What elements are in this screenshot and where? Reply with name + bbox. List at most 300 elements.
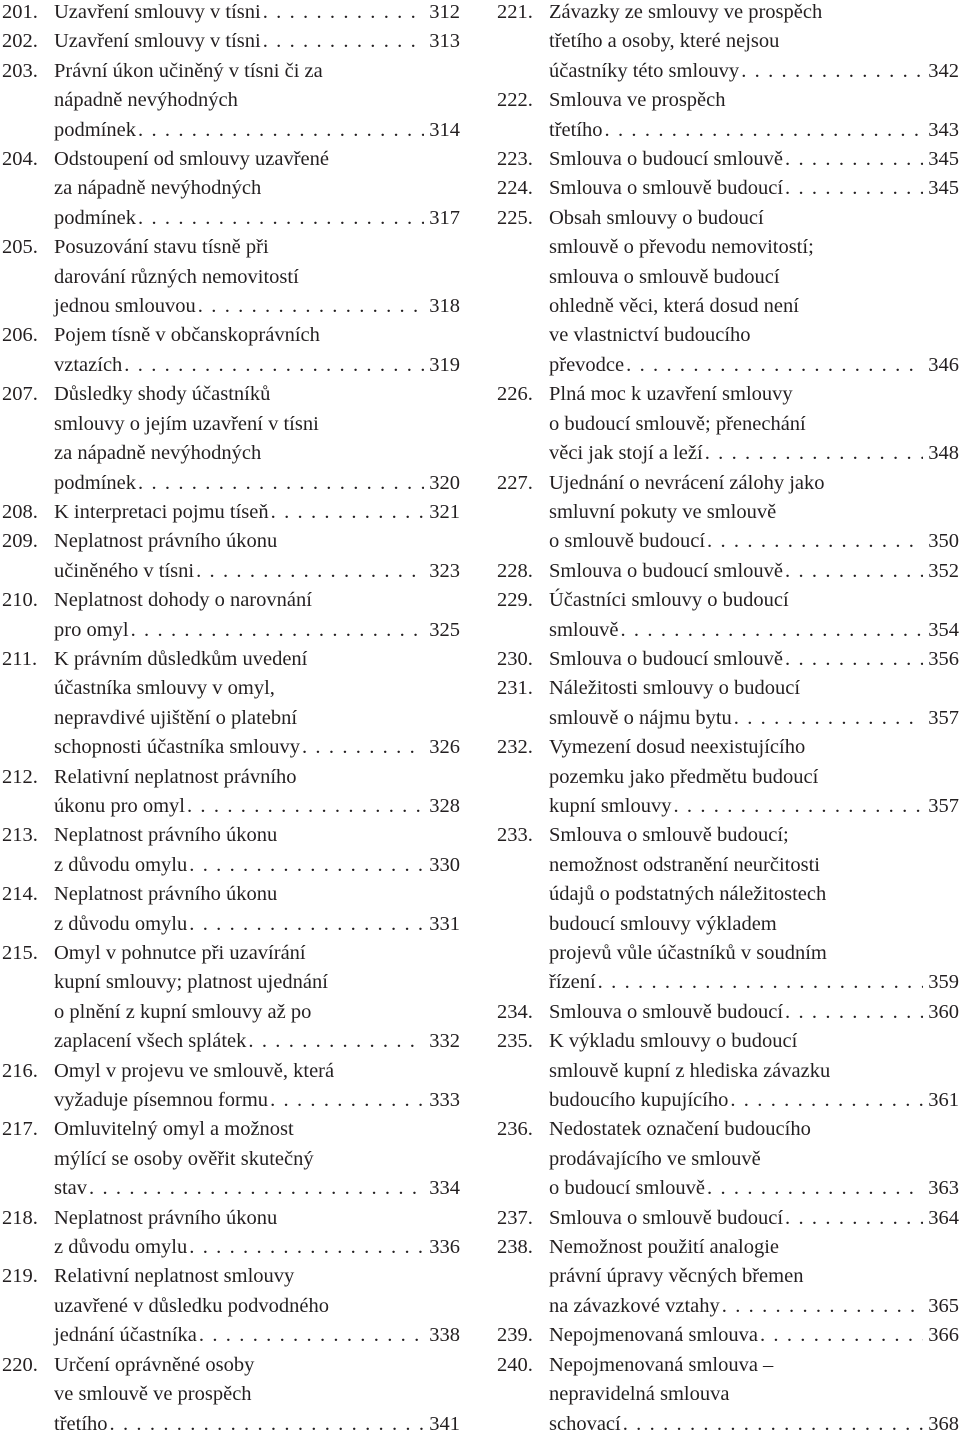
toc-entry-last-line	[54, 204, 460, 233]
toc-entry-number: 221.	[497, 1, 533, 23]
toc-entry	[2, 586, 460, 645]
toc-entry	[497, 0, 959, 86]
toc-entry-title-line: kupní smlouvy; platnost ujednání	[54, 971, 328, 994]
toc-entry-number: 204.	[2, 148, 38, 171]
toc-entry-title-line: smlouva o smlouvě budoucí	[549, 265, 780, 288]
toc-entry-title-line: Právní úkon učiněný v tísni či za	[54, 59, 323, 82]
toc-page-number: 325	[429, 618, 460, 641]
toc-entry	[2, 27, 460, 56]
toc-entry	[497, 204, 959, 380]
toc-entry-title-line: Plná moc k uzavření smlouvy	[549, 383, 793, 406]
toc-entry-number: 232.	[497, 736, 533, 759]
toc-entry-number: 228.	[497, 559, 533, 582]
dot-leader	[89, 1174, 424, 1203]
toc-page-number: 346	[928, 353, 959, 376]
toc-entry-title-line: Nedostatek označení budoucího	[549, 1118, 811, 1141]
toc-entry-title-line: Nepojmenovaná smlouva –	[549, 1353, 774, 1376]
toc-entry-number: 231.	[497, 677, 533, 700]
toc-page-number: 318	[429, 295, 460, 318]
toc-entry-number: 229.	[497, 589, 533, 612]
toc-entry	[2, 1351, 460, 1439]
toc-column-left	[2, 0, 460, 1439]
toc-entry-number: 220.	[2, 1353, 38, 1376]
toc-entry-title-line: právní úpravy věcných břemen	[549, 1265, 804, 1288]
dot-leader	[198, 292, 424, 321]
toc-entry	[2, 1115, 460, 1203]
toc-entry-title-line: podmínek	[54, 118, 136, 141]
toc-entry-title-line: mýlící se osoby ověřit skutečný	[54, 1147, 314, 1170]
toc-entry-number: 224.	[497, 177, 533, 200]
toc-entry-title-line: Smlouva o budoucí smlouvě	[549, 148, 784, 171]
toc-page-number: 320	[429, 471, 460, 494]
toc-entry-last-line	[54, 116, 460, 145]
toc-entry-title-line: podmínek	[54, 471, 136, 494]
toc-entry-title-line: třetího	[54, 1412, 108, 1435]
toc-entry-title-line: o plnění z kupní smlouvy až po	[54, 1000, 312, 1023]
toc-entry-title-line: o budoucí smlouvě; přenechání	[549, 412, 806, 435]
toc-entry	[2, 821, 460, 880]
toc-page-number: 363	[928, 1177, 959, 1200]
toc-entry-last-line	[549, 1204, 959, 1233]
toc-entry	[497, 674, 959, 733]
toc-entry-number: 213.	[2, 824, 38, 847]
toc-entry-number: 206.	[2, 324, 38, 347]
toc-entry-last-line	[549, 527, 959, 556]
toc-entry-last-line	[54, 351, 460, 380]
toc-entry-last-line	[54, 851, 460, 880]
dot-leader	[707, 527, 923, 556]
dot-leader	[785, 645, 923, 674]
toc-entry-title-line: Pojem tísně v občanskoprávních	[54, 324, 320, 347]
dot-leader	[248, 1027, 424, 1056]
toc-entry-title-line: vztazích	[54, 353, 123, 376]
toc-entry-title-line: Neplatnost dohody o narovnání	[54, 589, 312, 612]
toc-entry-title-line: Omyl v projevu ve smlouvě, která	[54, 1059, 335, 1082]
toc-entry-title-line: Určení oprávněné osoby	[54, 1353, 255, 1376]
toc-page-number: 319	[429, 353, 460, 376]
dot-leader	[124, 351, 424, 380]
toc-entry-title-line: budoucí smlouvy výkladem	[549, 912, 777, 935]
toc-entry-title-line: pozemku jako předmětu budoucí	[549, 765, 819, 788]
toc-page-number: 326	[429, 736, 460, 759]
toc-entry-title-line: nemožnost odstranění neurčitosti	[549, 853, 820, 876]
toc-entry-title-line: z důvodu omylu	[54, 912, 188, 935]
toc-entry-last-line	[549, 145, 959, 174]
toc-entry-title-line: účastníka smlouvy v omyl,	[54, 677, 275, 700]
dot-leader	[271, 498, 424, 527]
toc-page-number: 336	[429, 1236, 460, 1259]
toc-entry-number: 230.	[497, 647, 533, 670]
toc-entry-title-line: schovací	[549, 1412, 621, 1435]
dot-leader	[189, 1233, 424, 1262]
toc-entry-last-line	[54, 1027, 460, 1056]
toc-entry-number: 225.	[497, 206, 533, 229]
toc-entry-title-line: nápadně nevýhodných	[54, 89, 238, 112]
toc-entry	[497, 821, 959, 997]
toc-entry	[497, 998, 959, 1027]
toc-entry	[497, 645, 959, 674]
toc-entry-title-line: Relativní neplatnost smlouvy	[54, 1265, 295, 1288]
toc-entry-title-line: K výkladu smlouvy o budoucí	[549, 1030, 798, 1053]
dot-leader	[189, 851, 424, 880]
toc-entry	[497, 1115, 959, 1203]
toc-entry-title-line: darování různých nemovitostí	[54, 265, 299, 288]
toc-entry-last-line	[54, 292, 460, 321]
toc-entry	[2, 380, 460, 498]
toc-entry-number: 234.	[497, 1000, 533, 1023]
toc-entry	[497, 380, 959, 468]
toc-entry-title-line: pro omyl	[54, 618, 129, 641]
toc-entry	[2, 880, 460, 939]
toc-entry-number: 239.	[497, 1324, 533, 1347]
toc-entry-number: 237.	[497, 1206, 533, 1229]
dot-leader	[199, 1321, 424, 1350]
toc-entry-title-line: vyžaduje písemnou formu	[54, 1089, 269, 1112]
toc-entry-title-line: stav	[54, 1177, 88, 1200]
toc-entry	[2, 939, 460, 1057]
dot-leader	[623, 1410, 923, 1439]
toc-entry-last-line	[549, 57, 959, 86]
toc-page-number: 357	[928, 706, 959, 729]
toc-entry-title-line: Smlouva o smlouvě budoucí	[549, 1000, 784, 1023]
toc-entry-number: 209.	[2, 530, 38, 553]
toc-entry-title-line: jednání účastníka	[54, 1324, 197, 1347]
toc-entry-title-line: účastníky této smlouvy	[549, 59, 740, 82]
toc-entry-title-line: smluvní pokuty ve smlouvě	[549, 500, 777, 523]
toc-page-number: 331	[429, 912, 460, 935]
toc-entry-last-line	[54, 910, 460, 939]
toc-entry	[497, 469, 959, 557]
toc-entry-number: 212.	[2, 765, 38, 788]
dot-leader	[785, 998, 923, 1027]
toc-entry-number: 233.	[497, 824, 533, 847]
dot-leader	[605, 116, 923, 145]
toc-entry-last-line	[54, 1086, 460, 1115]
toc-entry-last-line	[54, 498, 460, 527]
dot-leader	[785, 174, 923, 203]
dot-leader	[734, 704, 923, 733]
toc-entry-title-line: Vymezení dosud neexistujícího	[549, 736, 806, 759]
toc-entry	[497, 1027, 959, 1115]
toc-page-number: 359	[928, 971, 959, 994]
toc-entry-last-line	[549, 174, 959, 203]
toc-page-number: 321	[429, 500, 460, 523]
toc-entry-title-line: o smlouvě budoucí	[549, 530, 706, 553]
toc-page-number: 333	[429, 1089, 460, 1112]
dot-leader	[598, 968, 923, 997]
toc-entry-title-line: z důvodu omylu	[54, 853, 188, 876]
toc-entry-last-line	[54, 469, 460, 498]
toc-entry-last-line	[549, 998, 959, 1027]
toc-page-number: 350	[928, 530, 959, 553]
toc-page-number: 342	[928, 59, 959, 82]
toc-entry-number: 214.	[2, 883, 38, 906]
toc-entry-last-line	[54, 616, 460, 645]
toc-entry-number: 218.	[2, 1206, 38, 1229]
toc-entry-last-line	[549, 1292, 959, 1321]
toc-entry-title-line: smlouvě	[549, 618, 619, 641]
toc-entry-number: 236.	[497, 1118, 533, 1141]
toc-entry-last-line	[54, 1233, 460, 1262]
toc-entry	[497, 557, 959, 586]
toc-page-number: 312	[429, 1, 460, 23]
dot-leader	[189, 910, 424, 939]
toc-entry-last-line	[54, 1174, 460, 1203]
toc-entry-last-line	[549, 116, 959, 145]
toc-page-number: 345	[928, 148, 959, 171]
toc-entry-title-line: projevů vůle účastníků v soudním	[549, 942, 827, 964]
toc-entry-number: 210.	[2, 589, 38, 612]
dot-leader	[131, 616, 424, 645]
dot-leader	[263, 27, 424, 56]
toc-entry-number: 201.	[2, 1, 38, 23]
toc-entry-title-line: Posuzování stavu tísně při	[54, 236, 269, 259]
toc-entry-title-line: na závazkové vztahy	[549, 1294, 720, 1317]
toc-entry	[497, 733, 959, 821]
toc-page-number: 341	[429, 1412, 460, 1435]
toc-entry-title-line: uzavřené v důsledku podvodného	[54, 1294, 329, 1317]
toc-page-number: 313	[429, 30, 460, 53]
toc-entry-title-line: úkonu pro omyl	[54, 794, 185, 817]
dot-leader	[785, 1204, 923, 1233]
toc-entry-title-line: Ujednání o nevrácení zálohy jako	[549, 471, 825, 494]
toc-entry-last-line	[549, 1321, 959, 1350]
toc-entry-title-line: nepravdivé ujištění o platební	[54, 706, 298, 729]
dot-leader	[302, 733, 424, 762]
toc-entry-title-line: prodávajícího ve smlouvě	[549, 1147, 761, 1170]
toc-page-number: 354	[928, 618, 959, 641]
dot-leader	[138, 116, 424, 145]
toc-entry	[2, 498, 460, 527]
toc-entry-title-line: Náležitosti smlouvy o budoucí	[549, 677, 801, 700]
dot-leader	[705, 439, 923, 468]
toc-entry	[497, 1321, 959, 1350]
toc-entry-number: 222.	[497, 89, 533, 112]
toc-entry-number: 240.	[497, 1353, 533, 1376]
toc-entry-title-line: nepravidelná smlouva	[549, 1383, 730, 1406]
toc-entry-title-line: smlouvě o převodu nemovitostí;	[549, 236, 814, 259]
toc-entry-title-line: smlouvě kupní z hlediska závazku	[549, 1059, 831, 1082]
dot-leader	[620, 616, 923, 645]
toc-entry-title-line: Uzavření smlouvy v tísni	[54, 30, 261, 53]
dot-leader	[196, 557, 424, 586]
toc-page-number: 356	[928, 647, 959, 670]
toc-entry-title-line: o budoucí smlouvě	[549, 1177, 706, 1200]
toc-entry	[497, 174, 959, 203]
toc-entry-number: 208.	[2, 500, 38, 523]
toc-entry	[2, 57, 460, 145]
toc-entry-title-line: Smlouva o budoucí smlouvě	[549, 647, 784, 670]
toc-entry-last-line	[54, 733, 460, 762]
toc-entry-title-line: K právním důsledkům uvedení	[54, 647, 308, 670]
dot-leader	[730, 1086, 923, 1115]
toc-entry-last-line	[54, 27, 460, 56]
dot-leader	[626, 351, 923, 380]
toc-entry-number: 202.	[2, 30, 38, 53]
toc-entry-number: 211.	[2, 647, 38, 670]
dot-leader	[760, 1321, 923, 1350]
toc-entry-title-line: Neplatnost právního úkonu	[54, 883, 278, 906]
toc-entry-title-line: Neplatnost právního úkonu	[54, 530, 278, 553]
toc-entry	[2, 527, 460, 586]
toc-entry	[497, 1351, 959, 1439]
toc-entry	[2, 321, 460, 380]
toc-entry-title-line: ohledně věci, která dosud není	[549, 295, 799, 318]
toc-page-number: 357	[928, 794, 959, 817]
toc-entry-last-line	[549, 557, 959, 586]
toc-entry	[2, 763, 460, 822]
toc-entry-last-line	[549, 792, 959, 821]
toc-column-right	[497, 0, 959, 1439]
toc-entry-title-line: Neplatnost právního úkonu	[54, 1206, 278, 1229]
toc-entry-title-line: Smlouva o smlouvě budoucí	[549, 1206, 784, 1229]
toc-page-number: 328	[429, 794, 460, 817]
toc-entry-title-line: věci jak stojí a leží	[549, 442, 703, 465]
toc-entry-number: 205.	[2, 236, 38, 259]
toc-entry	[2, 1262, 460, 1350]
toc-entry	[497, 86, 959, 145]
toc-entry-title-line: Omluvitelný omyl a možnost	[54, 1118, 294, 1141]
toc-entry-number: 215.	[2, 942, 38, 964]
toc-entry-last-line	[549, 439, 959, 468]
toc-entry-title-line: Účastníci smlouvy o budoucí	[549, 589, 789, 612]
toc-entry-title-line: K interpretaci pojmu tíseň	[54, 500, 269, 523]
toc-page-number: 352	[928, 559, 959, 582]
toc-entry-title-line: Závazky ze smlouvy ve prospěch	[549, 1, 823, 23]
toc-entry-title-line: řízení	[549, 971, 596, 994]
toc-entry-title-line: třetího a osoby, které nejsou	[549, 30, 780, 53]
toc-entry-number: 235.	[497, 1030, 533, 1053]
dot-leader	[707, 1174, 923, 1203]
toc-entry	[2, 233, 460, 321]
toc-entry-title-line: smlouvě o nájmu bytu	[549, 706, 732, 729]
dot-leader	[673, 792, 923, 821]
toc-entry-title-line: kupní smlouvy	[549, 794, 672, 817]
toc-page-number: 348	[928, 442, 959, 465]
toc-entry-number: 217.	[2, 1118, 38, 1141]
toc-entry	[497, 1233, 959, 1321]
toc-entry-last-line	[549, 704, 959, 733]
toc-entry-last-line	[54, 1321, 460, 1350]
toc-entry-title-line: Relativní neplatnost právního	[54, 765, 297, 788]
dot-leader	[270, 1086, 424, 1115]
toc-entry-title-line: schopnosti účastníka smlouvy	[54, 736, 300, 759]
toc-entry-title-line: za nápadně nevýhodných	[54, 177, 262, 200]
toc-entry	[497, 145, 959, 174]
dot-leader	[263, 0, 424, 27]
toc-entry-title-line: z důvodu omylu	[54, 1236, 188, 1259]
toc-entry-last-line	[549, 616, 959, 645]
toc-page-number: 343	[928, 118, 959, 141]
toc-entry-title-line: Obsah smlouvy o budoucí	[549, 206, 764, 229]
toc-entry-title-line: údajů o podstatných náležitostech	[549, 883, 827, 906]
toc-entry	[497, 1204, 959, 1233]
toc-page-number: 323	[429, 559, 460, 582]
toc-entry-title-line: Neplatnost právního úkonu	[54, 824, 278, 847]
toc-page-number: 364	[928, 1206, 959, 1229]
dot-leader	[741, 57, 923, 86]
toc-entry-title-line: Nepojmenovaná smlouva	[549, 1324, 758, 1347]
toc-entry-title-line: Smlouva o budoucí smlouvě	[549, 559, 784, 582]
toc-page-number: 334	[429, 1177, 460, 1200]
toc-entry	[2, 0, 460, 27]
toc-entry-title-line: převodce	[549, 353, 625, 376]
toc-entry-title-line: Smlouva o smlouvě budoucí;	[549, 824, 789, 847]
toc-page-number: 368	[928, 1412, 959, 1435]
toc-entry-title-line: ve smlouvě ve prospěch	[54, 1383, 252, 1406]
toc-entry-last-line	[54, 1410, 460, 1439]
toc-entry-title-line: Omyl v pohnutce při uzavírání	[54, 942, 306, 964]
toc-entry-title-line: smlouvy o jejím uzavření v tísni	[54, 412, 319, 435]
dot-leader	[785, 557, 923, 586]
dot-leader	[187, 792, 424, 821]
toc-entry-last-line	[549, 1174, 959, 1203]
toc-entry	[2, 1057, 460, 1116]
toc-entry-title-line: Smlouva ve prospěch	[549, 89, 726, 112]
toc-entry-title-line: učiněného v tísni	[54, 559, 195, 582]
toc-entry-number: 227.	[497, 471, 533, 494]
toc-entry-last-line	[54, 792, 460, 821]
toc-entry-last-line	[549, 1086, 959, 1115]
toc-entry-title-line: třetího	[549, 118, 603, 141]
toc-entry	[2, 1204, 460, 1263]
toc-page-number: 360	[928, 1000, 959, 1023]
toc-entry-last-line	[54, 0, 460, 27]
dot-leader	[722, 1292, 923, 1321]
toc-entry-title-line: za nápadně nevýhodných	[54, 442, 262, 465]
dot-leader	[138, 469, 424, 498]
toc-page-number: 332	[429, 1030, 460, 1053]
toc-entry-number: 219.	[2, 1265, 38, 1288]
toc-page-number: 366	[928, 1324, 959, 1347]
toc-page-number: 330	[429, 853, 460, 876]
toc-entry-title-line: Důsledky shody účastníků	[54, 383, 271, 406]
dot-leader	[138, 204, 424, 233]
toc-entry-number: 207.	[2, 383, 38, 406]
toc-entry-title-line: zaplacení všech splátek	[54, 1030, 247, 1053]
toc-page-number: 338	[429, 1324, 460, 1347]
toc-entry-number: 226.	[497, 383, 533, 406]
toc-page-number: 314	[429, 118, 460, 141]
toc-entry-number: 203.	[2, 59, 38, 82]
toc-entry	[497, 586, 959, 645]
toc-page-number: 365	[928, 1294, 959, 1317]
toc-entry-title-line: budoucího kupujícího	[549, 1089, 729, 1112]
dot-leader	[110, 1410, 424, 1439]
toc-entry-title-line: jednou smlouvou	[54, 295, 196, 318]
toc-entry-title-line: Nemožnost použití analogie	[549, 1236, 779, 1259]
toc-entry-title-line: Smlouva o smlouvě budoucí	[549, 177, 784, 200]
dot-leader	[785, 145, 923, 174]
toc-entry	[2, 645, 460, 763]
toc-entry-title-line: ve vlastnictví budoucího	[549, 324, 751, 347]
toc-entry-last-line	[549, 968, 959, 997]
toc-entry-last-line	[54, 557, 460, 586]
toc-page-number: 317	[429, 206, 460, 229]
toc-entry-title-line: podmínek	[54, 206, 136, 229]
toc-entry-last-line	[549, 351, 959, 380]
toc-entry-title-line: Uzavření smlouvy v tísni	[54, 1, 261, 23]
toc-entry-title-line: Odstoupení od smlouvy uzavřené	[54, 148, 329, 171]
toc-page-number: 361	[928, 1089, 959, 1112]
toc-entry-number: 216.	[2, 1059, 38, 1082]
toc-entry-number: 238.	[497, 1236, 533, 1259]
toc-entry	[2, 145, 460, 233]
toc-page-number: 345	[928, 177, 959, 200]
toc-entry-last-line	[549, 645, 959, 674]
toc-entry-number: 223.	[497, 148, 533, 171]
toc-entry-last-line	[549, 1410, 959, 1439]
